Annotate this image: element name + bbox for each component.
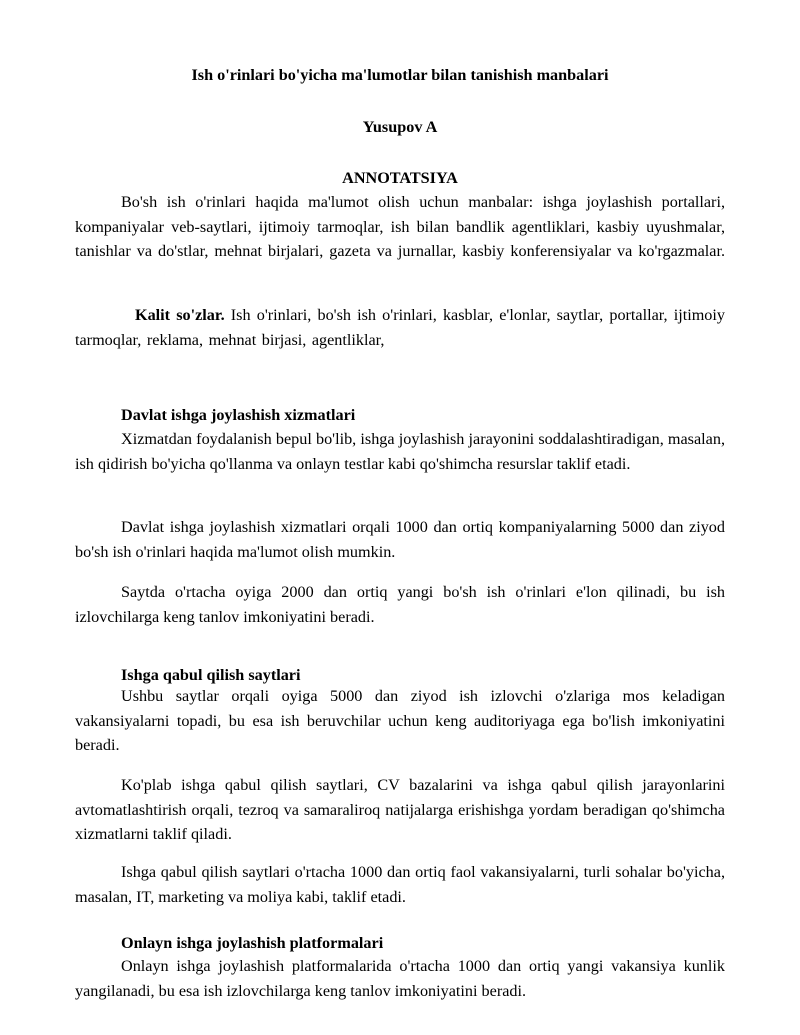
keywords-label: Kalit so'zlar.	[135, 306, 225, 324]
section-heading-online-platforms: Onlayn ishga joylashish platformalari	[121, 934, 384, 952]
section-paragraph: Xizmatdan foydalanish bepul bo'lib, ishga joylashish jarayonini soddalashtiradigan, masalan, ish qidirish bo'yicha qo'llanma va onlayn testlar kabi qo'shimcha resurslar taklif etadi.	[75, 430, 725, 473]
section-heading-recruitment-sites: Ishga qabul qilish saytlari	[121, 666, 301, 684]
section-paragraph: Onlayn ishga joylashish platformalarida o'rtacha 1000 dan ortiq yangi vakansiya kunlik yangilanadi, bu esa ish izlovchilarga keng tanlov imkoniyatini beradi.	[75, 957, 725, 1000]
keywords-text: Ish o'rinlari, bo'sh ish o'rinlari, kasblar, e'lonlar, saytlar, portallar, ijtimoiy tarmoqlar, reklama, mehnat birjasi, agentliklar,	[75, 306, 725, 349]
section-heading-state-employment: Davlat ishga joylashish xizmatlari	[121, 406, 356, 424]
section-paragraph: Ishga qabul qilish saytlari o'rtacha 1000 dan ortiq faol vakansiyalarni, turli sohalar bo'yicha, masalan, IT, marketing va moliya kabi, taklif etadi.	[75, 863, 725, 906]
section-paragraph: Davlat ishga joylashish xizmatlari orqali 1000 dan ortiq kompaniyalarning 5000 dan ziyod bo'sh ish o'rinlari haqida ma'lumot olish mumkin.	[75, 518, 725, 561]
annotation-heading: ANNOTATSIYA	[342, 169, 458, 187]
section-paragraph: Ushbu saytlar orqali oyiga 5000 dan ziyod ish izlovchi o'zlariga mos keladigan vakansiyalarni topadi, bu esa ish beruvchilar uchun keng auditoriyaga ega bo'lish imkoniyatini beradi.	[75, 687, 725, 754]
annotation-text: Bo'sh ish o'rinlari haqida ma'lumot olish uchun manbalar: ishga joylashish portallari, kompaniyalar veb-saytlari, ijtimoiy tarmoqlar, ish bilan bandlik agentliklari, kasbiy uyushmalar, tanishlar va do'stlar, mehnat birjalari, gazeta va jurnallar, kasbiy konferensiyalar va ko'rgazmalar.	[75, 193, 725, 260]
author-name: Yusupov A	[362, 118, 438, 136]
section-paragraph: Ko'plab ishga qabul qilish saytlari, CV bazalarini va ishga qabul qilish jarayonlarini avtomatlashtirish orqali, tezroq va samaraliroq natijalarga erishishga yordam beradigan qo'shimcha xizmatlarni taklif qiladi.	[75, 776, 725, 843]
section-paragraph: Saytda o'rtacha oyiga 2000 dan ortiq yangi bo'sh ish o'rinlari e'lon qilinadi, bu ish izlovchilarga keng tanlov imkoniyatini beradi.	[75, 583, 725, 626]
document-title: Ish o'rinlari bo'yicha ma'lumotlar bilan tanishish manbalari	[191, 66, 609, 84]
keywords-paragraph	[75, 303, 725, 352]
